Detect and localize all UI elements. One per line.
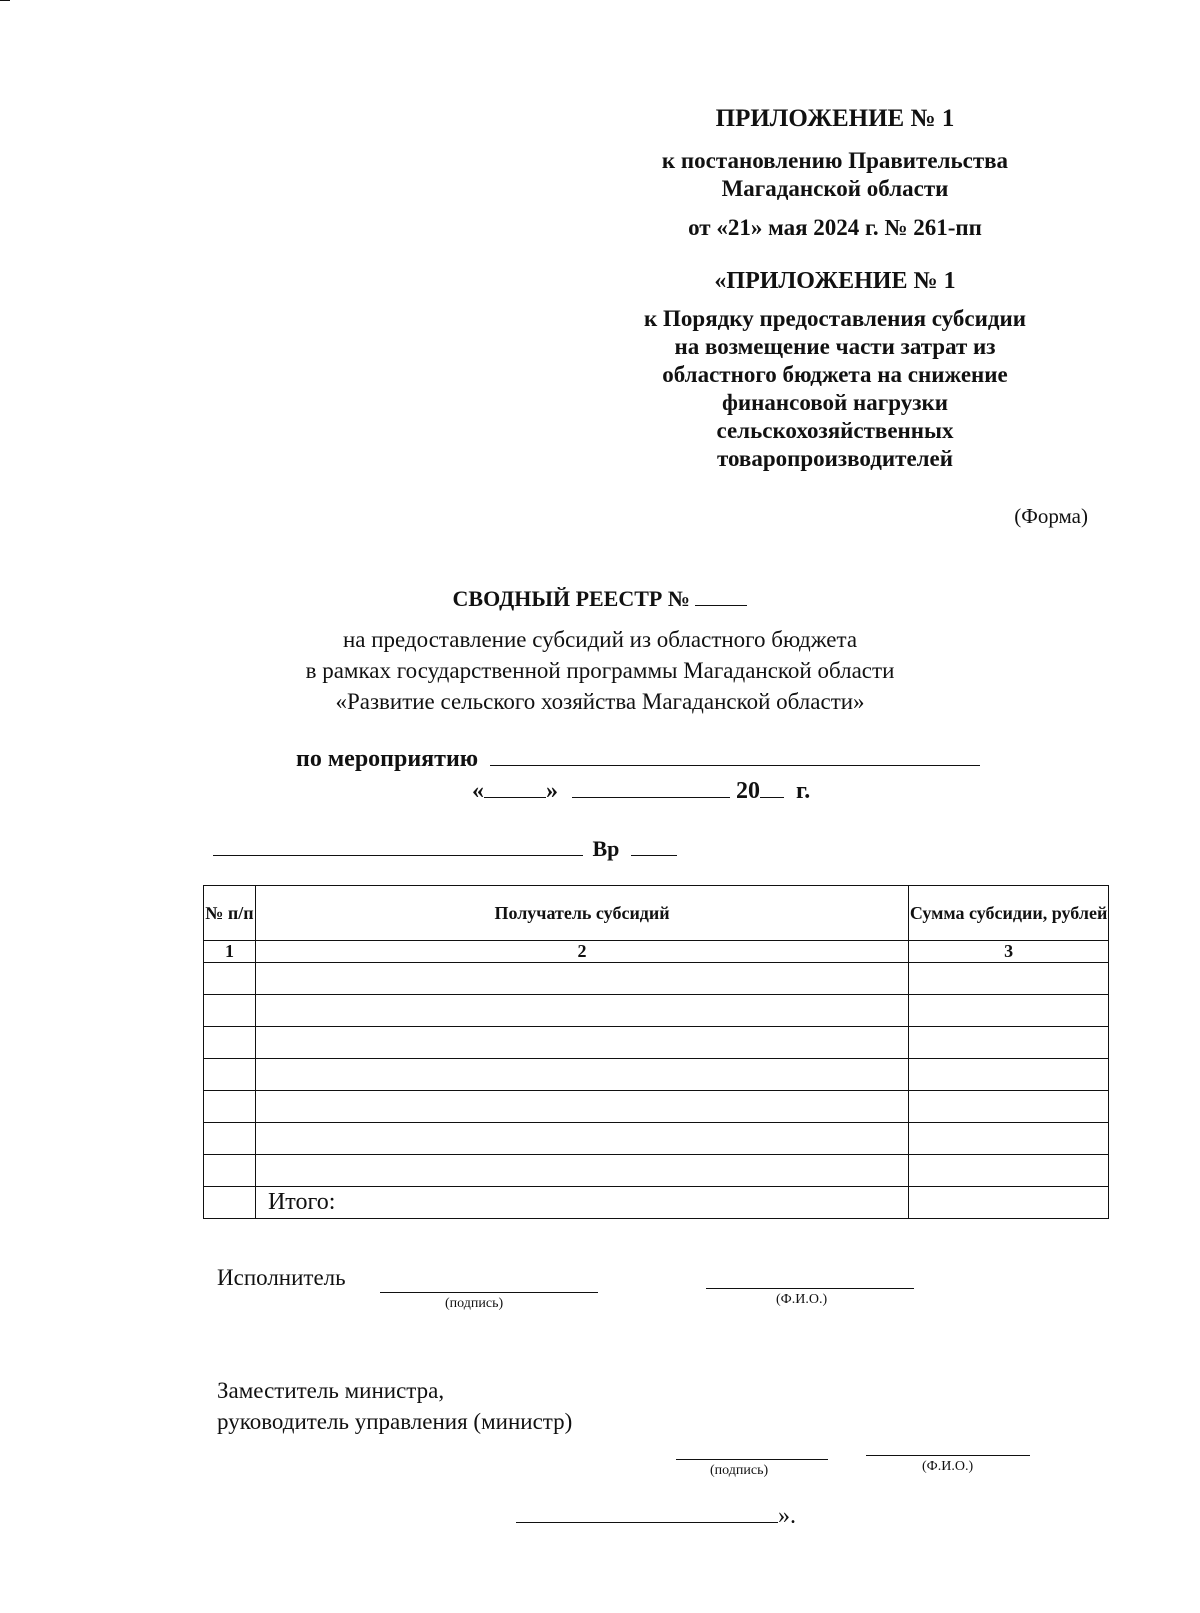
table-cell[interactable] <box>255 1059 908 1091</box>
deputy-fio-caption: (Ф.И.О.) <box>922 1459 974 1474</box>
form-label: (Форма) <box>1014 504 1088 528</box>
table-cell[interactable] <box>909 1027 1109 1059</box>
column-number: 1 <box>204 941 256 963</box>
table-cell[interactable] <box>255 1091 908 1123</box>
table-cell[interactable] <box>204 1027 256 1059</box>
column-number-row <box>204 941 1109 963</box>
total-amount-cell[interactable] <box>909 1187 1109 1219</box>
table-row <box>204 1091 1109 1123</box>
year-prefix: 20 <box>736 778 760 804</box>
date-open-quote: « <box>472 778 484 804</box>
column-header-amount: Сумма субсидии, рублей <box>909 886 1109 941</box>
year-suffix: г. <box>796 778 811 804</box>
registry-table <box>203 885 1109 1219</box>
appendix-reference <box>600 147 1070 203</box>
table-header-row <box>204 886 1109 941</box>
table-cell[interactable] <box>909 1091 1109 1123</box>
table-cell[interactable] <box>255 1027 908 1059</box>
table-cell[interactable] <box>204 995 256 1027</box>
table-cell[interactable] <box>204 1123 256 1155</box>
appendix-line-2: Магаданской области <box>721 176 949 201</box>
recipient-group-blank[interactable] <box>213 835 583 856</box>
year-blank[interactable] <box>760 777 784 798</box>
column-number: 3 <box>909 941 1109 963</box>
table-cell[interactable] <box>255 1123 908 1155</box>
vr-label: Вр <box>592 836 620 861</box>
deputy-title-line-2: руководитель управления (министр) <box>217 1409 573 1434</box>
table-cell[interactable] <box>909 1155 1109 1187</box>
column-header-number: № п/п <box>204 886 256 941</box>
table-cell[interactable] <box>204 1155 256 1187</box>
appendix2-line: областного бюджета на снижение <box>662 362 1008 387</box>
column-header-recipient: Получатель субсидий <box>255 886 908 941</box>
table-row <box>204 963 1109 995</box>
event-blank[interactable] <box>490 745 980 766</box>
table-row <box>204 995 1109 1027</box>
appendix-line-1: к постановлению Правительства <box>661 148 1009 173</box>
executor-fio-line[interactable] <box>706 1288 914 1289</box>
appendix2-line: сельскохозяйственных <box>716 418 954 443</box>
closing-blank[interactable] <box>516 1502 778 1523</box>
table-row <box>204 1123 1109 1155</box>
appendix-title: ПРИЛОЖЕНИЕ № 1 <box>715 105 955 132</box>
total-label: Итого: <box>255 1187 908 1219</box>
event-label: по мероприятию <box>296 746 479 772</box>
deputy-signature-caption: (подпись) <box>710 1463 769 1478</box>
date-line <box>472 777 810 805</box>
month-blank[interactable] <box>572 777 730 798</box>
table-row <box>204 1155 1109 1187</box>
day-blank[interactable] <box>484 777 546 798</box>
appendix2-line: финансовой нагрузки <box>721 390 948 415</box>
table-cell[interactable] <box>204 1091 256 1123</box>
vr-line <box>213 835 677 862</box>
registry-subtitle-line: в рамках государственной программы Магаданской области <box>305 658 895 683</box>
table-cell[interactable] <box>909 1123 1109 1155</box>
registry-subtitle-line: «Развитие сельского хозяйства Магаданской области» <box>335 689 865 714</box>
closing-line <box>516 1502 796 1530</box>
executor-fio-caption: (Ф.И.О.) <box>776 1292 828 1307</box>
registry-subtitle-line: на предоставление субсидий из областного бюджета <box>342 627 858 652</box>
event-line <box>296 745 980 773</box>
registry-subtitle <box>0 624 1200 717</box>
appendix2-title: «ПРИЛОЖЕНИЕ № 1 <box>714 268 956 294</box>
deputy-title-line-1: Заместитель министра, <box>217 1378 445 1403</box>
column-number: 2 <box>255 941 908 963</box>
deputy-title <box>217 1375 572 1437</box>
deputy-fio-line[interactable] <box>866 1455 1030 1456</box>
deputy-signature-line[interactable] <box>676 1459 828 1460</box>
total-number-cell <box>204 1187 256 1219</box>
table-cell[interactable] <box>204 1059 256 1091</box>
registry-number-blank[interactable] <box>695 585 747 606</box>
vr-blank[interactable] <box>631 835 677 856</box>
table-cell[interactable] <box>255 995 908 1027</box>
executor-signature-line[interactable] <box>380 1292 598 1293</box>
registry-title <box>0 585 1200 612</box>
closing-quote: ». <box>778 1503 796 1529</box>
table-cell[interactable] <box>204 963 256 995</box>
executor-signature-caption: (подпись) <box>445 1296 504 1311</box>
appendix-date-number: от «21» мая 2024 г. № 261-пп <box>688 215 982 240</box>
table-cell[interactable] <box>909 1059 1109 1091</box>
total-row <box>204 1187 1109 1219</box>
appendix2-reference <box>600 305 1070 473</box>
table-cell[interactable] <box>255 963 908 995</box>
table-row <box>204 1059 1109 1091</box>
table-cell[interactable] <box>909 963 1109 995</box>
executor-label: Исполнитель <box>217 1265 346 1290</box>
registry-title-text: СВОДНЫЙ РЕЕСТР № <box>452 586 690 611</box>
appendix2-line: товаропроизводителей <box>716 446 954 471</box>
date-close-quote: » <box>546 778 558 804</box>
table-row <box>204 1027 1109 1059</box>
table-cell[interactable] <box>255 1155 908 1187</box>
table-cell[interactable] <box>909 995 1109 1027</box>
scan-mark <box>0 0 10 1</box>
appendix2-line: на возмещение части затрат из <box>674 334 996 359</box>
appendix2-line: к Порядку предоставления субсидии <box>644 306 1026 331</box>
